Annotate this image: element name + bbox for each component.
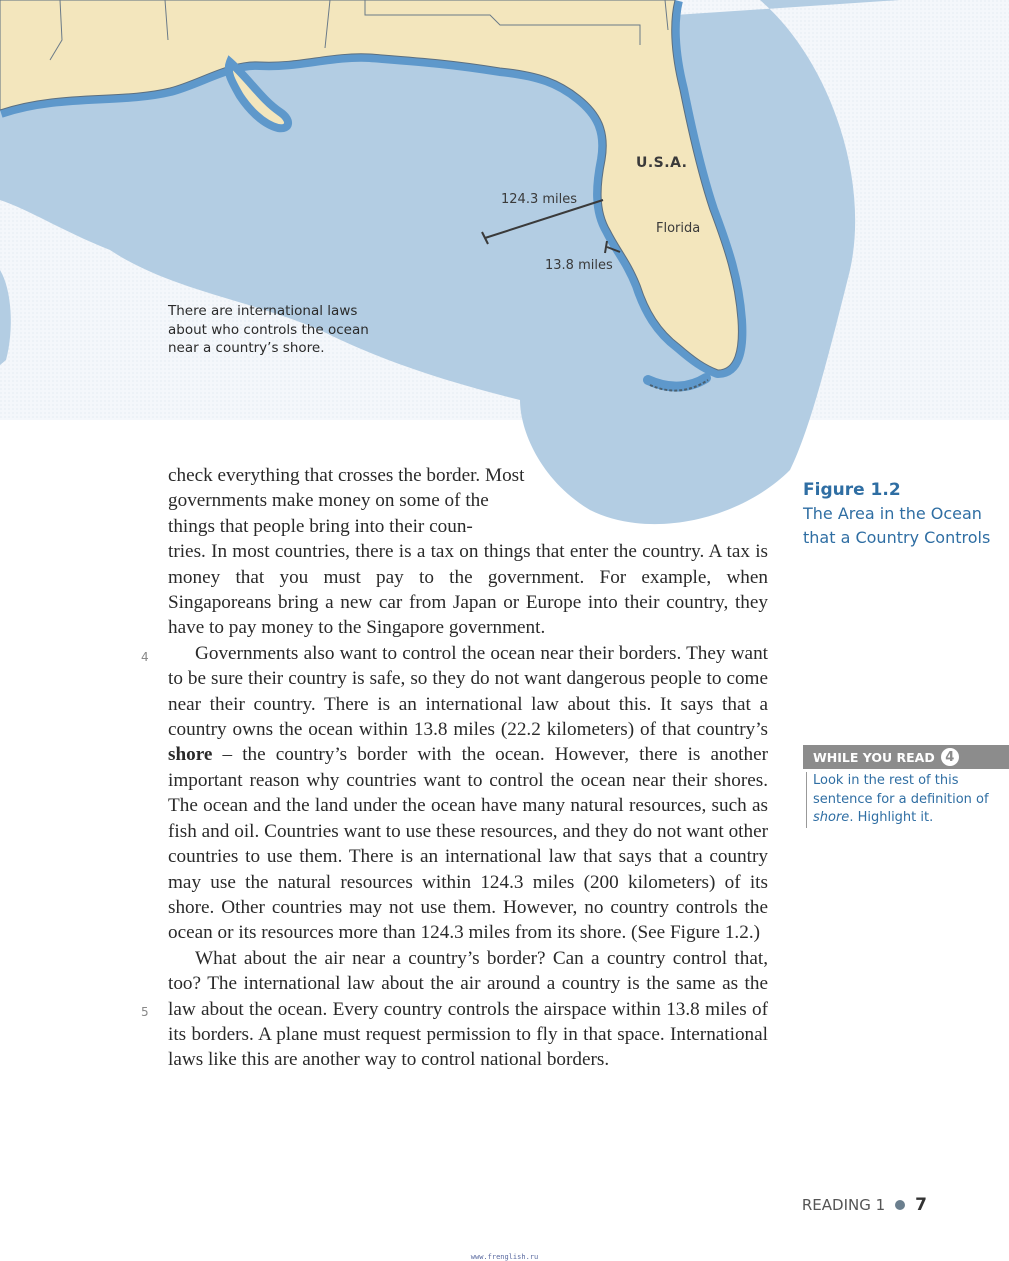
map-label-usa: U.S.A. xyxy=(636,155,688,171)
florida-map xyxy=(0,0,1009,530)
wyr-text-italic: shore xyxy=(813,810,850,825)
map-label-florida: Florida xyxy=(656,221,701,236)
paragraph-5: What about the air near a country’s border? Can a country control that, too? The international law about the air around a country is the same as the law about the ocean. Every country controls the airspace within 13.8 miles of its borders. A plane must request permission to fly in that space. International laws like this are another way to control national borders. xyxy=(168,947,768,1071)
paragraph-intro-cont: tries. In most countries, there is a tax on things that enter the country. A tax is money that you must pay to the government. For example, when Singaporeans bring a new car from Japan or Europe into their country, they have to pay money to the Singapore government. xyxy=(168,541,768,639)
wyr-text-after: . Highlight it. xyxy=(849,810,934,825)
page-number: 7 xyxy=(915,1195,927,1215)
bullet-dot-icon xyxy=(895,1200,905,1210)
page-footer xyxy=(802,1195,927,1215)
map-label-124-miles: 124.3 miles xyxy=(501,192,578,207)
while-you-read-text xyxy=(806,772,998,828)
paragraph-number-5: 5 xyxy=(141,1005,149,1019)
figure-caption xyxy=(803,480,993,549)
map-label-13-miles: 13.8 miles xyxy=(545,258,613,273)
figure-description: The Area in the Ocean that a Country Controls xyxy=(803,504,991,547)
while-you-read-number-badge: 4 xyxy=(941,748,959,766)
paragraph-intro-start: check everything that crosses the border. Most governments make money on some of the things that people bring into their coun- xyxy=(168,465,525,537)
figure-title: Figure 1.2 xyxy=(803,480,901,500)
keyword-shore: shore xyxy=(168,744,213,766)
paragraph-number-4: 4 xyxy=(141,650,149,664)
p4-text-after: – the country’s border with the ocean. However, there is another important reason why countries want to control the ocean near their shores. The ocean and the land under the ocean have many natural resources, such as fish and oil. Countries want to use these resources, and they do not want other countries to use them. There is an international law that says that a country may use the natural resources within 124.3 miles (200 kilometers) of its shore. Other countries may not use them. However, no country controls the ocean or its resources more than 124.3 miles from its shore. (See Figure 1.2.) xyxy=(168,744,769,944)
while-you-read-header xyxy=(803,745,1009,769)
wyr-text-before: Look in the rest of this sentence for a definition of xyxy=(813,773,989,807)
p4-text-before: Governments also want to control the ocean near their borders. They want to be sure their country is safe, so they do not want dangerous people to come near their country. There is an international law about this. It says that a country owns the ocean within 13.8 miles (22.2 kilometers) of that country’s xyxy=(168,642,768,741)
while-you-read-label: WHILE YOU READ xyxy=(813,749,935,765)
map-caption: There are international laws about who controls the ocean near a country’s shore. xyxy=(168,303,369,356)
watermark: www.frenglish.ru xyxy=(470,1253,539,1261)
paragraph-4 xyxy=(168,641,768,946)
footer-section: READING 1 xyxy=(801,1196,886,1214)
reading-body xyxy=(168,463,768,1073)
